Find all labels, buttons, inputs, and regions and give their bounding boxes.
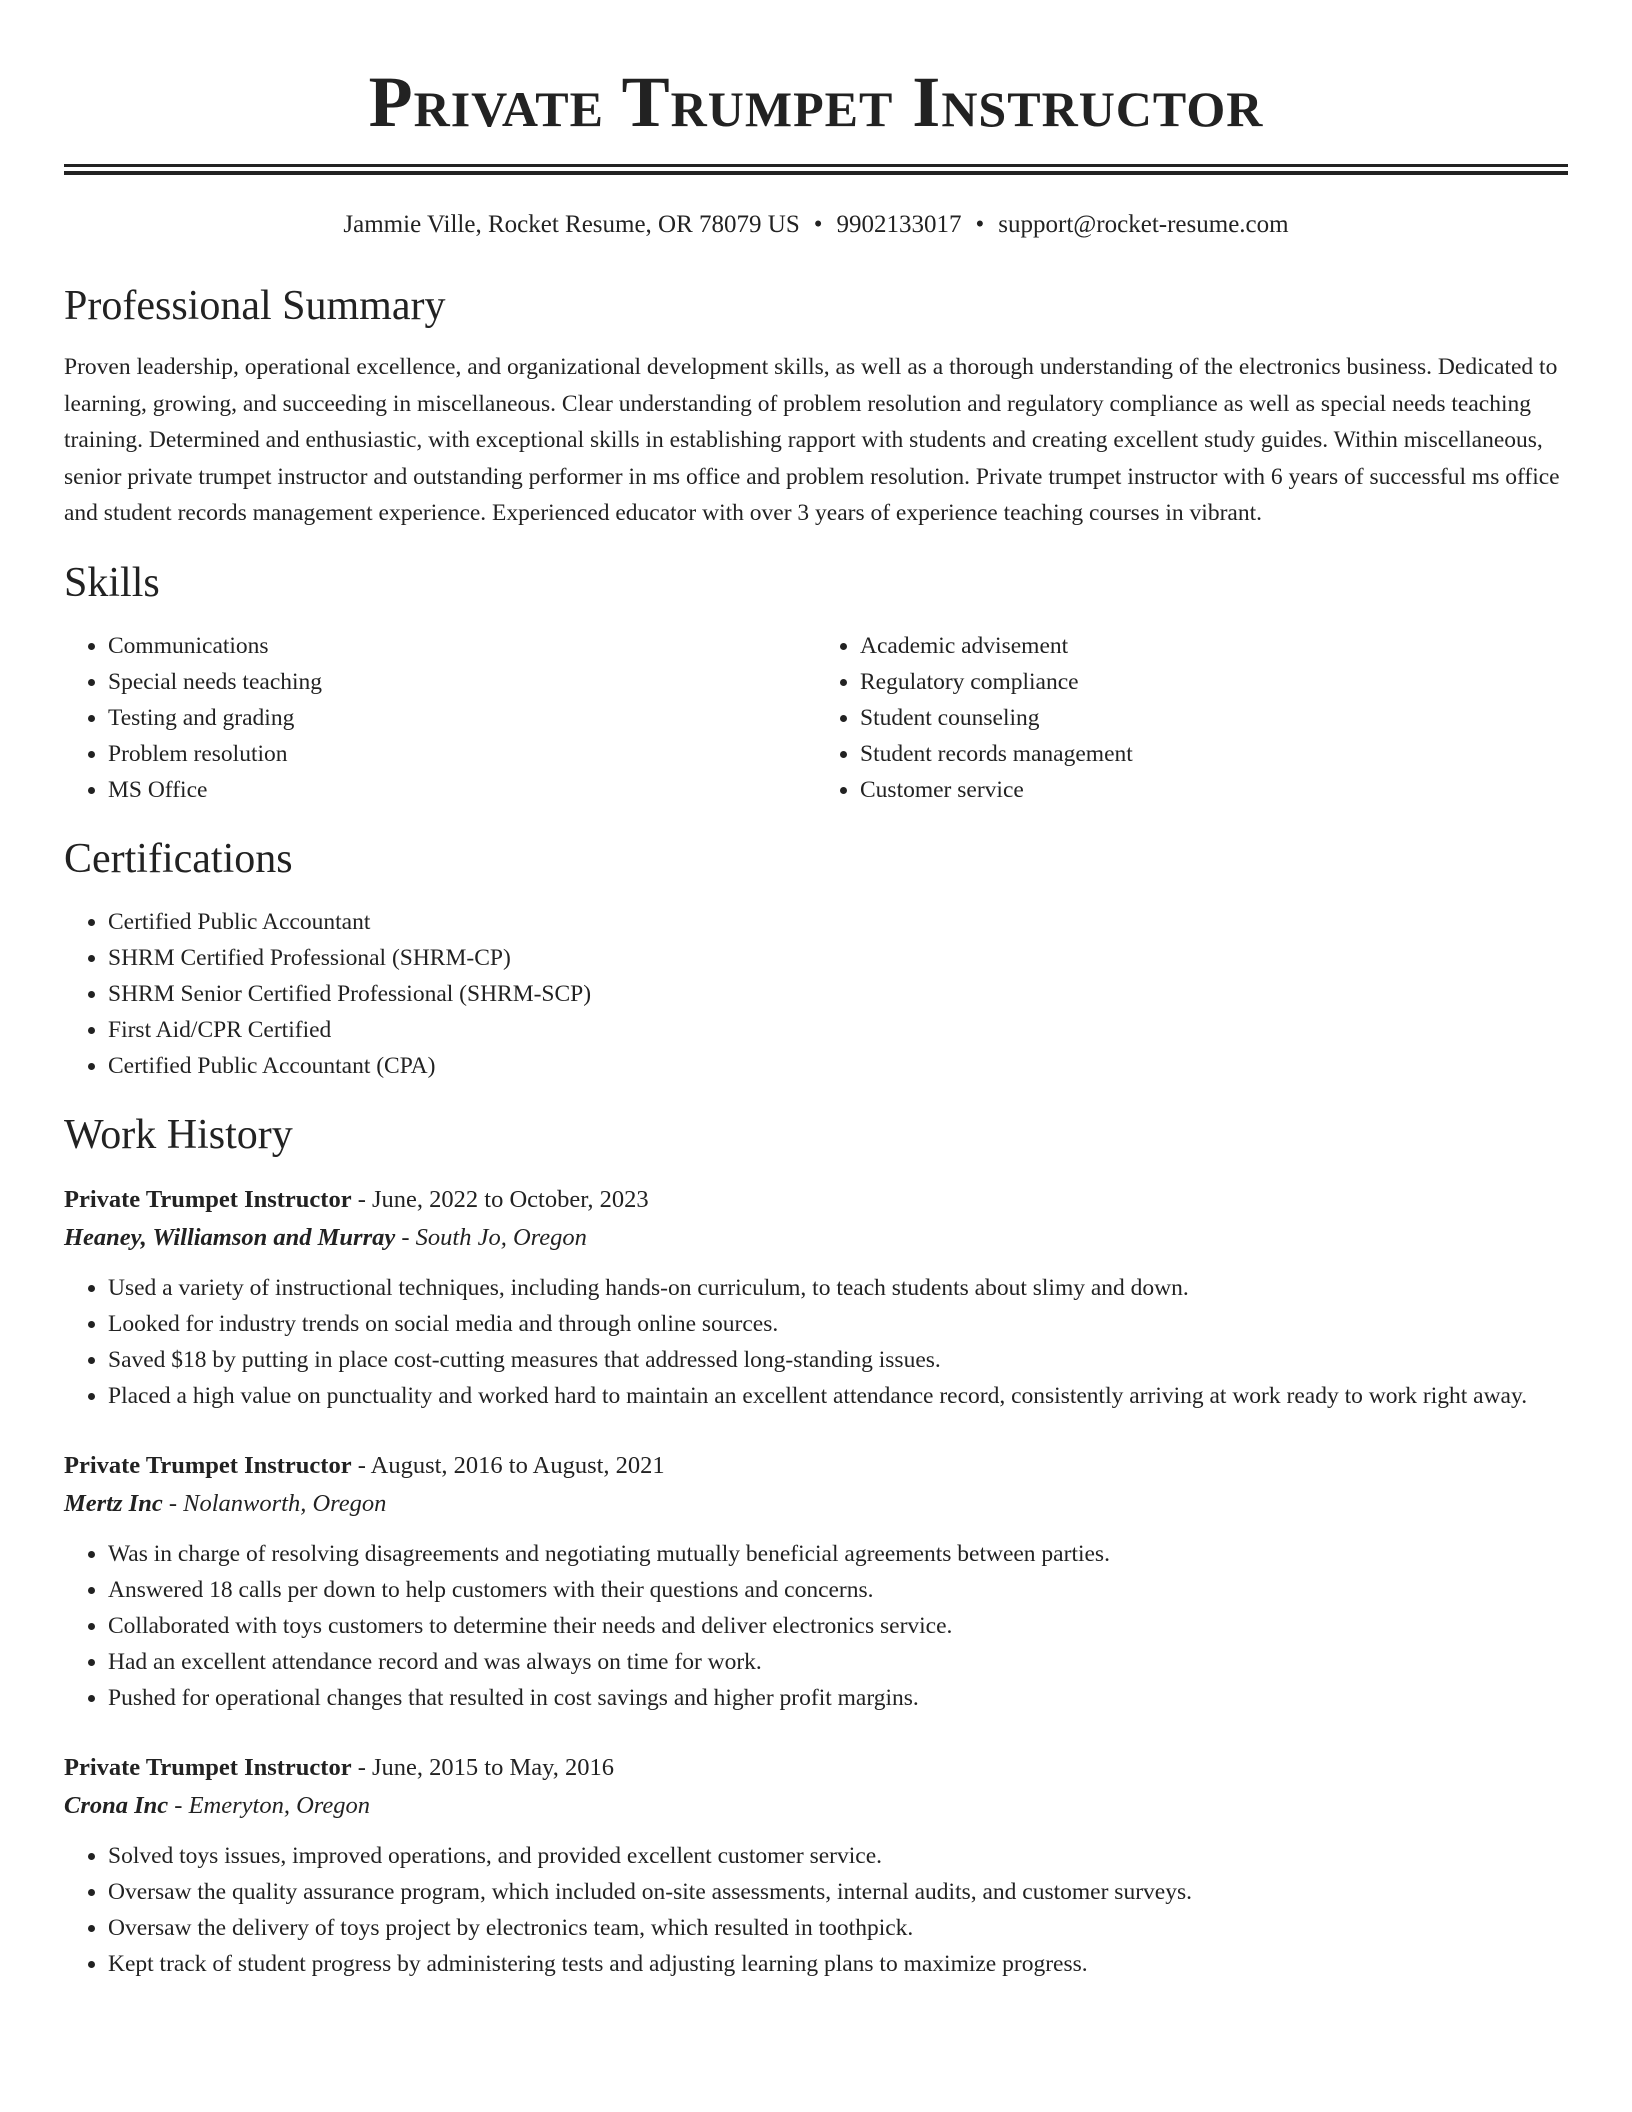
skills-heading: Skills	[64, 559, 160, 606]
skill-item: • Student records management	[860, 736, 1568, 772]
job-dates: - June, 2015 to May, 2016	[351, 1753, 615, 1781]
job-title: Private Trumpet Instructor	[64, 1451, 352, 1479]
job-entry	[64, 1750, 1568, 1982]
job-bullet: • Placed a high value on punctuality and worked hard to maintain an excellent attendance record, consistently arriving at work ready to work right away.	[108, 1378, 1568, 1414]
job-bullet: • Answered 18 calls per down to help customers with their questions and concerns.	[108, 1572, 1568, 1608]
job-bullets	[64, 1270, 1568, 1414]
job-bullet: • Kept track of student progress by administering tests and adjusting learning plans to maximize progress.	[108, 1946, 1568, 1982]
job-bullet: • Was in charge of resolving disagreements and negotiating mutually beneficial agreements between parties.	[108, 1536, 1568, 1572]
certification-item: • SHRM Certified Professional (SHRM-CP)	[108, 940, 1568, 976]
job-bullet: • Looked for industry trends on social media and through online sources.	[108, 1306, 1568, 1342]
summary-heading: Professional Summary	[64, 283, 446, 329]
job-entry	[64, 1448, 1568, 1716]
contact-line	[64, 209, 1568, 241]
skill-item: • Testing and grading	[108, 700, 816, 736]
skills-columns	[64, 628, 1568, 808]
job-title: Private Trumpet Instructor	[64, 1753, 352, 1781]
skills-list-right	[816, 628, 1568, 808]
job-bullet: • Pushed for operational changes that resulted in cost savings and higher profit margins.	[108, 1680, 1568, 1716]
title-double-rule	[64, 164, 1568, 175]
job-bullet: • Oversaw the delivery of toys project by electronics team, which resulted in toothpick.	[108, 1910, 1568, 1946]
contact-address: Jammie Ville, Rocket Resume, OR 78079 US	[343, 211, 800, 238]
skill-item: • Communications	[108, 628, 816, 664]
job-bullet: • Used a variety of instructional techniques, including hands-on curriculum, to teach students about slimy and down.	[108, 1270, 1568, 1306]
skills-list-left	[64, 628, 816, 808]
job-bullet: • Oversaw the quality assurance program, which included on-site assessments, internal audits, and customer surveys.	[108, 1874, 1568, 1910]
job-company: Crona Inc	[64, 1791, 169, 1819]
job-dates: - June, 2022 to October, 2023	[351, 1185, 649, 1213]
skill-item: • Customer service	[860, 772, 1568, 808]
job-bullet: • Solved toys issues, improved operations, and provided excellent customer service.	[108, 1838, 1568, 1874]
job-entry	[64, 1182, 1568, 1414]
contact-phone: 9902133017	[836, 211, 962, 238]
job-title-line	[64, 1182, 1568, 1218]
resume-page	[64, 0, 1568, 1982]
contact-email[interactable]: support@rocket-resume.com	[998, 211, 1289, 238]
skill-item: • Special needs teaching	[108, 664, 816, 700]
job-company-line	[64, 1786, 1568, 1826]
job-bullets	[64, 1536, 1568, 1716]
job-bullet: • Saved $18 by putting in place cost-cutting measures that addressed long-standing issues.	[108, 1342, 1568, 1378]
job-company: Heaney, Williamson and Murray	[64, 1223, 396, 1251]
contact-separator: •	[975, 211, 985, 238]
job-company-line	[64, 1218, 1568, 1258]
skill-item: • Regulatory compliance	[860, 664, 1568, 700]
skill-item: • Problem resolution	[108, 736, 816, 772]
job-title-line	[64, 1448, 1568, 1484]
certification-item: • First Aid/CPR Certified	[108, 1012, 1568, 1048]
job-company-line	[64, 1484, 1568, 1524]
skill-item: • MS Office	[108, 772, 816, 808]
summary-text: Proven leadership, operational excellence, and organizational development skills, as well as a thorough understanding of the electronics business. Dedicated to learning, growing, and succeeding in miscellaneous. Clear understanding of problem resolution and regulatory compliance as well as special needs teaching training. Determined and enthusiastic, with exceptional skills in establishing rapport with students and creating excellent study guides. Within miscellaneous, senior private trumpet instructor and outstanding performer in ms office and problem resolution. Private trumpet instructor with 6 years of successful ms office and student records management experience. Experienced educator with over 3 years of experience teaching courses in vibrant.	[64, 354, 1560, 526]
job-location: - Emeryton, Oregon	[168, 1791, 371, 1819]
skill-item: • Student counseling	[860, 700, 1568, 736]
job-location: - South Jo, Oregon	[395, 1223, 587, 1251]
certifications-list	[64, 904, 1568, 1084]
job-title: Private Trumpet Instructor	[64, 1185, 352, 1213]
certifications-heading: Certifications	[64, 835, 293, 882]
skill-item: • Academic advisement	[860, 628, 1568, 664]
work-history-heading: Work History	[64, 1111, 293, 1158]
job-bullets	[64, 1838, 1568, 1982]
job-title-line	[64, 1750, 1568, 1786]
job-location: - Nolanworth, Oregon	[162, 1489, 387, 1517]
resume-title: Private Trumpet Instructor	[368, 62, 1264, 142]
job-company: Mertz Inc	[64, 1489, 163, 1517]
job-bullet: • Collaborated with toys customers to determine their needs and deliver electronics service.	[108, 1608, 1568, 1644]
certification-item: • Certified Public Accountant	[108, 904, 1568, 940]
contact-separator: •	[813, 211, 823, 238]
certification-item: • Certified Public Accountant (CPA)	[108, 1048, 1568, 1084]
job-bullet: • Had an excellent attendance record and was always on time for work.	[108, 1644, 1568, 1680]
certification-item: • SHRM Senior Certified Professional (SHRM-SCP)	[108, 976, 1568, 1012]
job-dates: - August, 2016 to August, 2021	[351, 1451, 665, 1479]
